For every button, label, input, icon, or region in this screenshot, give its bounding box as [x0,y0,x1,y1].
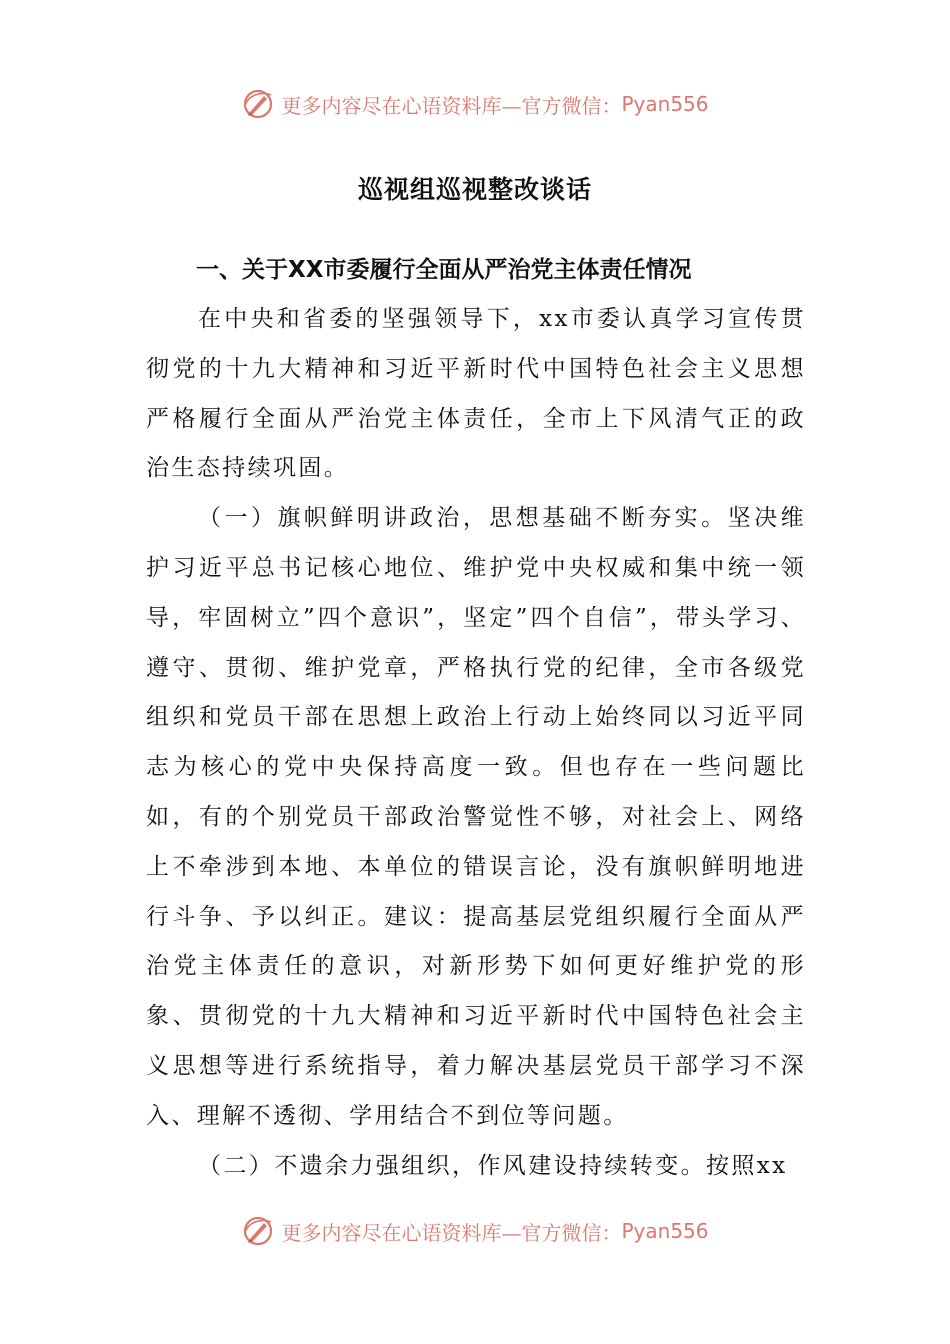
pen-in-circle-icon [241,87,275,121]
watermark-wechat-id: Pyan556 [621,92,709,116]
intro-paragraph: 在中央和省委的坚强领导下，xx市委认真学习宣传贯彻党的十九大精神和习近平新时代中国特色社会主义思想严格履行全面从严治党主体责任，全市上下风清气正的政治生态持续巩固。 [146,306,806,482]
item-2-paragraph: （二）不遗余力强组织，作风建设持续转变。按照xx [198,1152,788,1179]
watermark-text: 更多内容尽在心语资料库—官方微信： [281,93,622,118]
document-body [146,245,806,1191]
watermark-footer [0,1209,950,1253]
watermark-text: 更多内容尽在心语资料库—官方微信： [281,1220,622,1245]
watermark-header [0,82,950,126]
watermark-wechat-id: Pyan556 [621,1219,709,1243]
pen-in-circle-icon [241,1214,275,1248]
document-title: 巡视组巡视整改谈话 [357,175,592,204]
item-1-paragraph: （一）旗帜鲜明讲政治，思想基础不断夯实。坚决维护习近平总书记核心地位、维护党中央权威和集中统一领导，牢固树立”四个意识”，坚定”四个自信”，带头学习、遵守、贯彻、维护党章，严格执行党的纪律，全市各级党组织和党员干部在思想上政治上行动上始终同以习近平同志为核心的党中央保持高度一致。但也存在一些问题比如，有的个别党员干部政治警觉性不够，对社会上、网络上不牵涉到本地、本单位的错误言论，没有旗帜鲜明地进行斗争、予以纠正。建议：提高基层党组织履行全面从严治党主体责任的意识，对新形势下如何更好维护党的形象、贯彻党的十九大精神和习近平新时代中国特色社会主义思想等进行系统指导，着力解决基层党员干部学习不深入、理解不透彻、学用结合不到位等问题。 [146,505,806,1129]
section-heading: 一、关于XX市委履行全面从严治党主体责任情况 [196,257,692,283]
